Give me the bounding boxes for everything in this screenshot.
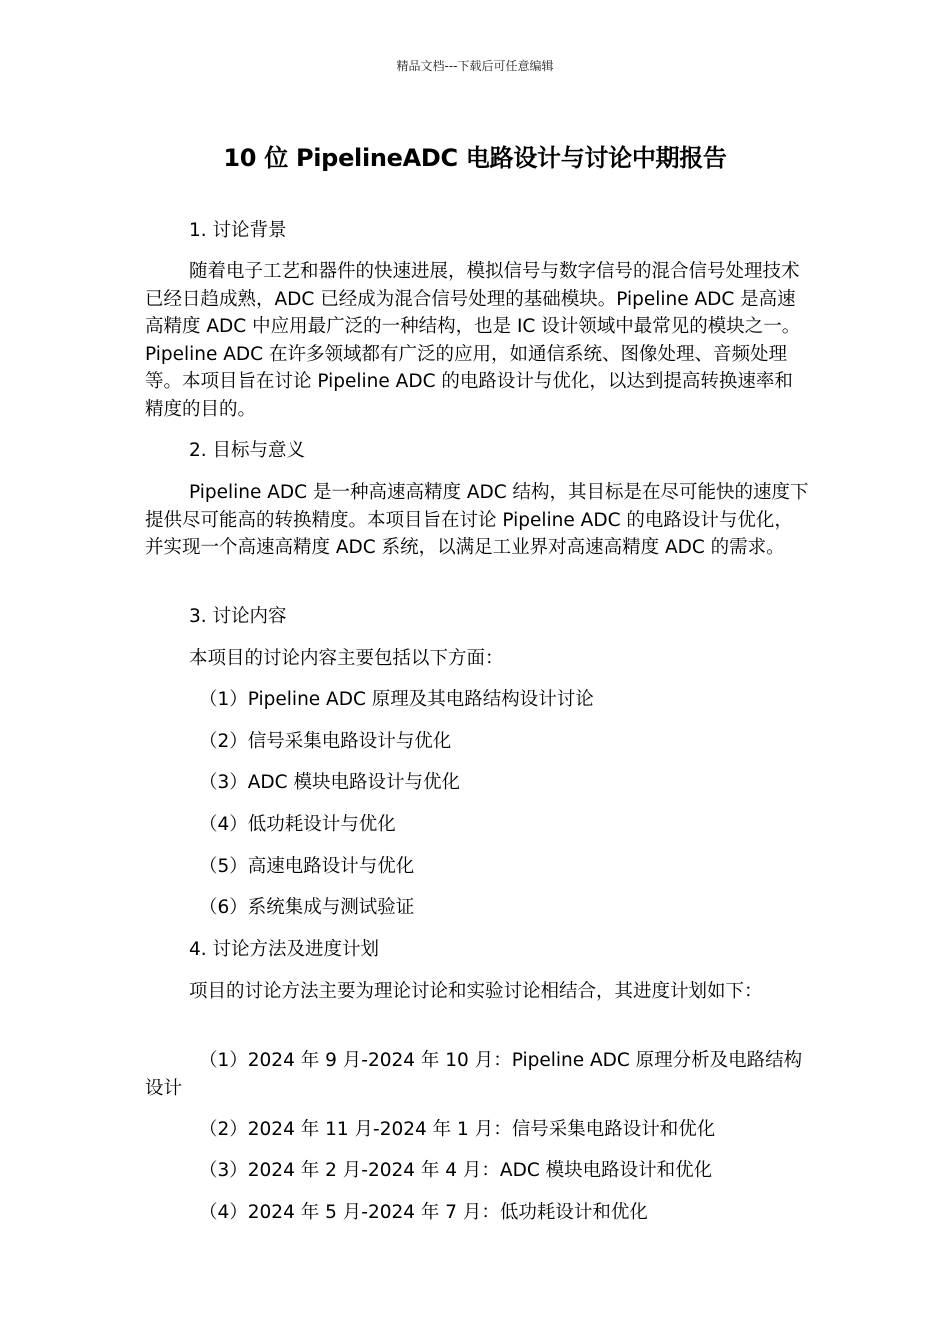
list-item: （4）低功耗设计与优化 (199, 814, 396, 835)
list-item: （1）2024 年 9 月-2024 年 10 月：Pipeline ADC 原理分析及电路结构设计 (145, 1050, 803, 1099)
list-item: （2）信号采集电路设计与优化 (199, 731, 452, 752)
section-1-paragraph: 随着电子工艺和器件的快速进展，模拟信号与数字信号的混合信号处理技术已经日趋成熟，ADC 已经成为混合信号处理的基础模块。Pipeline ADC 是高速高精度 ADC 中应用最广泛的一种结构，也是 IC 设计领域中最常见的模块之一。Pipeline ADC 在许多领域都有广泛的应用，如通信系统、图像处理、音频处理等。本项目旨在讨论 Pipeline ADC 的电路设计与优化，以达到提高转换速率和精度的目的。 (145, 261, 801, 420)
list-item: （3）ADC 模块电路设计与优化 (199, 772, 460, 793)
section-1-heading: 1. 讨论背景 (189, 220, 287, 241)
list-item: （5）高速电路设计与优化 (199, 856, 415, 877)
list-item: （1）Pipeline ADC 原理及其电路结构设计讨论 (199, 689, 594, 710)
list-item: （4）2024 年 5 月-2024 年 7 月：低功耗设计和优化 (199, 1202, 648, 1223)
section-3-intro: 本项目的讨论内容主要包括以下方面： (189, 648, 504, 669)
section-2-heading: 2. 目标与意义 (189, 440, 306, 461)
list-item: （6）系统集成与测试验证 (199, 897, 415, 918)
document-title: 10 位 PipelineADC 电路设计与讨论中期报告 (223, 144, 727, 172)
page-header: 精品文档---下载后可任意编辑 (396, 59, 554, 73)
section-4-heading: 4. 讨论方法及进度计划 (189, 939, 380, 960)
list-item: （2）2024 年 11 月-2024 年 1 月：信号采集电路设计和优化 (199, 1119, 716, 1140)
section-4-intro: 项目的讨论方法主要为理论讨论和实验讨论相结合，其进度计划如下： (189, 981, 763, 1002)
section-3-heading: 3. 讨论内容 (189, 606, 287, 627)
list-item: （3）2024 年 2 月-2024 年 4 月：ADC 模块电路设计和优化 (199, 1160, 713, 1181)
section-2-paragraph: Pipeline ADC 是一种高速高精度 ADC 结构，其目标是在尽可能快的速度下提供尽可能高的转换精度。本项目旨在讨论 Pipeline ADC 的电路设计与优化，并实现一个高速高精度 ADC 系统，以满足工业界对高速高精度 ADC 的需求。 (145, 482, 809, 558)
